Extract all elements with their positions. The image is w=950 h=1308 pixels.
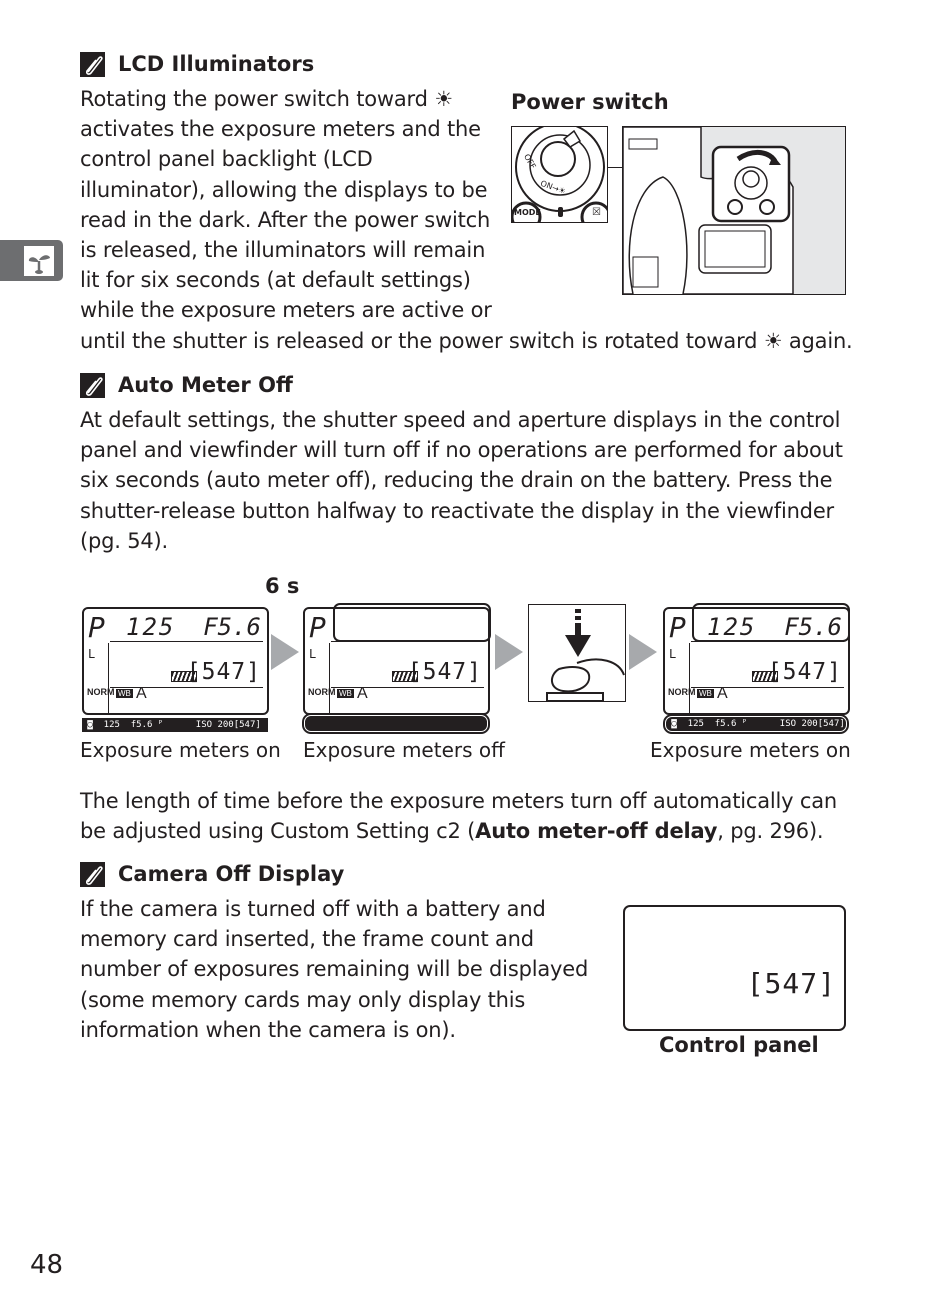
section-title-camera-off-display: Camera Off Display xyxy=(118,862,345,886)
shutter-speed: 125 xyxy=(707,613,757,641)
text-line: information when the camera is on). xyxy=(80,1017,456,1042)
text-line: illuminator), allowing the displays to be xyxy=(80,177,488,202)
meter-off-delay-text xyxy=(80,786,837,846)
caption-meters-off: Exposure meters off xyxy=(303,738,505,762)
custom-setting-reference: Auto meter-off delay xyxy=(475,819,718,844)
arrow-icon xyxy=(495,634,523,670)
wb-icon: WB xyxy=(699,689,712,698)
viewfinder-display-off xyxy=(305,716,487,731)
image-size: L xyxy=(88,647,96,661)
image-size: L xyxy=(309,647,317,661)
aperture: F5.6 xyxy=(203,613,261,641)
note-pencil-icon xyxy=(80,52,105,77)
text-line: panel and viewfinder will turn off if no operations are performed for about xyxy=(80,438,843,463)
wb-mode: A xyxy=(136,685,147,702)
off-label: OFF xyxy=(521,152,538,171)
image-quality: NORM xyxy=(308,687,336,697)
text-line: while the exposure meters are active or xyxy=(80,298,492,323)
viewfinder-display: ◙ 125 f5.6 ᴾ ISO 200[547] xyxy=(82,718,268,732)
section-title-auto-meter-off: Auto Meter Off xyxy=(118,373,293,397)
caption-meters-on-again: Exposure meters on xyxy=(650,738,851,762)
text-line: At default settings, the shutter speed and aperture displays in the control xyxy=(80,408,841,432)
auto-meter-off-text xyxy=(80,405,843,556)
shutter-speed: 125 xyxy=(126,613,176,641)
mode-indicator: P xyxy=(669,611,686,644)
plant-icon xyxy=(24,246,54,276)
text-line: (some memory cards may only display this xyxy=(80,987,526,1012)
camera-off-display-text xyxy=(80,894,588,1045)
text-line: is released, the illuminators will remain xyxy=(80,237,486,262)
text-segment: be adjusted using Custom Setting c2 ( xyxy=(80,819,476,844)
exposure-count: [547] xyxy=(186,659,261,685)
control-panel-meters-on xyxy=(82,607,269,715)
text-line: memory card inserted, the frame count and xyxy=(80,927,534,952)
mode-indicator: P xyxy=(309,611,326,644)
wb-icon: WB xyxy=(339,689,352,698)
text-line: six seconds (auto meter off), reducing the drain on the battery. Press the xyxy=(80,468,833,493)
text-segment: , pg. 296). xyxy=(717,819,824,844)
camera-back-illustration xyxy=(622,126,846,295)
chapter-tab xyxy=(0,240,63,281)
control-panel-caption: Control panel xyxy=(659,1033,819,1057)
text-line: lit for six seconds (at default settings) xyxy=(80,268,471,293)
shutter-press-illustration xyxy=(528,604,626,702)
caption-meters-on: Exposure meters on xyxy=(80,738,281,762)
wb-mode: A xyxy=(717,685,728,702)
control-panel-off-illustration xyxy=(623,905,846,1031)
on-label: ON→☀ xyxy=(539,178,567,197)
exposure-count: [547] xyxy=(746,967,836,1000)
image-size: L xyxy=(669,647,677,661)
text-line: shutter-release button halfway to reactivate the display in the viewfinder xyxy=(80,498,834,523)
text-line: until the shutter is released or the power switch is rotated toward ☀ again. xyxy=(80,328,853,353)
note-pencil-icon xyxy=(80,862,105,887)
arrow-icon xyxy=(271,634,299,670)
text-line: Rotating the power switch toward ☀ xyxy=(80,87,453,111)
power-switch-closeup-illustration xyxy=(511,126,608,223)
mode-indicator: P xyxy=(88,611,105,644)
image-quality: NORM xyxy=(87,687,115,697)
delay-label: 6 s xyxy=(265,574,300,598)
wb-mode: A xyxy=(357,685,368,702)
text-line: number of exposures remaining will be displayed xyxy=(80,957,589,982)
display-highlight xyxy=(692,603,850,642)
text-line: control panel backlight (LCD xyxy=(80,147,373,172)
power-switch-caption: Power switch xyxy=(511,90,669,114)
aperture: F5.6 xyxy=(784,613,842,641)
exposure-count: [547] xyxy=(407,659,482,685)
text-line: (pg. 54). xyxy=(80,528,168,553)
text-line xyxy=(80,786,837,816)
text-segment: The length of time before the exposure meters turn off automatically can xyxy=(80,789,838,813)
text-line: read in the dark. After the power switch xyxy=(80,207,491,232)
exposure-count: [547] xyxy=(767,659,842,685)
mode-button-label: MODE xyxy=(514,208,541,217)
page-number: 48 xyxy=(30,1250,64,1280)
note-pencil-icon xyxy=(80,373,105,398)
blank-display-highlight xyxy=(333,603,491,642)
image-quality: NORM xyxy=(668,687,696,697)
text-line: activates the exposure meters and the xyxy=(80,117,481,142)
arrow-icon xyxy=(629,634,657,670)
text-line: If the camera is turned off with a battery and xyxy=(80,897,546,921)
section-title-lcd-illuminators: LCD Illuminators xyxy=(118,52,315,76)
text-line xyxy=(80,816,837,846)
viewfinder-display: ◙ 125 f5.6 ᴾ ISO 200[547] xyxy=(666,719,845,729)
wb-icon: WB xyxy=(118,689,131,698)
exposure-comp-label: ☒ xyxy=(592,207,601,218)
